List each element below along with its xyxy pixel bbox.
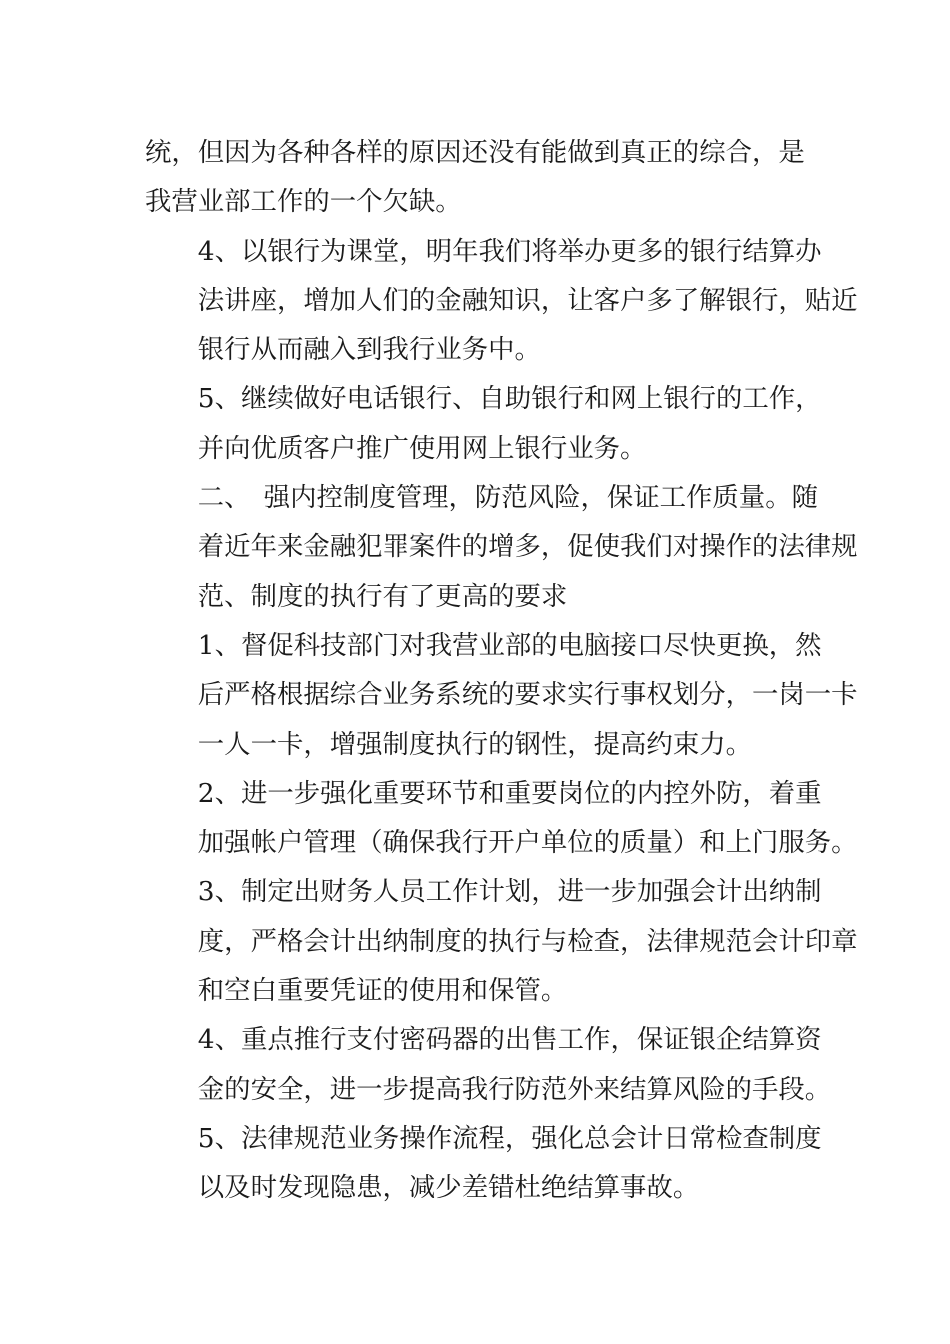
text-line: 金的安全，进一步提高我行防范外来结算风险的手段。 (197, 1073, 832, 1105)
text-line: 4、以银行为课堂，明年我们将举办更多的银行结算办 (197, 235, 822, 267)
section-heading-internal-control (145, 473, 858, 621)
text-line: 和空白重要凭证的使用和保管。 (197, 975, 568, 1007)
paragraph-continuation (145, 128, 813, 227)
text-line: 并向优质客户推广使用网上银行业务。 (197, 432, 647, 464)
text-line: 2、进一步强化重要环节和重要岗位的内控外防，着重 (197, 777, 822, 809)
paragraph-item-3-finance-plan (145, 867, 858, 1015)
paragraph-item-4-bank-classroom (145, 227, 858, 375)
text-line: 加强帐户管理（确保我行开户单位的质量）和上门服务。 (197, 827, 858, 859)
document-body (145, 128, 858, 1213)
text-line: 法讲座，增加人们的金融知识，让客户多了解银行，贴近 (197, 284, 858, 316)
paragraph-item-4-payment-password (145, 1015, 832, 1114)
text-line: 1、督促科技部门对我营业部的电脑接口尽快更换，然 (197, 629, 822, 661)
text-line: 二、 强内控制度管理，防范风险，保证工作质量。随 (197, 482, 818, 514)
text-line: 统，但因为各种各样的原因还没有能做到真正的综合，是 (145, 137, 805, 168)
text-line: 范、制度的执行有了更高的要求 (197, 580, 568, 612)
paragraph-item-5-operation-process (145, 1114, 822, 1213)
paragraph-item-2-key-positions (145, 769, 858, 868)
text-line: 银行从而融入到我行业务中。 (197, 334, 541, 366)
text-line: 后严格根据综合业务系统的要求实行事权划分，一岗一卡 (197, 679, 858, 711)
text-line: 度，严格会计出纳制度的执行与检查，法律规范会计印章 (197, 925, 858, 957)
paragraph-item-5-electronic-banking (145, 374, 822, 473)
text-line: 以及时发现隐患，减少差错杜绝结算事故。 (197, 1172, 700, 1204)
text-line: 着近年来金融犯罪案件的增多，促使我们对操作的法律规 (197, 531, 858, 563)
text-line: 5、法律规范业务操作流程，强化总会计日常检查制度 (197, 1122, 822, 1154)
paragraph-item-1-interface-upgrade (145, 621, 858, 769)
text-line: 3、制定出财务人员工作计划，进一步加强会计出纳制 (197, 876, 822, 908)
text-line: 我营业部工作的一个欠缺。 (145, 186, 462, 218)
text-line: 一人一卡，增强制度执行的钢性，提高约束力。 (197, 728, 752, 760)
text-line: 5、继续做好电话银行、自助银行和网上银行的工作， (197, 383, 822, 415)
text-line: 4、重点推行支付密码器的出售工作，保证银企结算资 (197, 1024, 822, 1056)
